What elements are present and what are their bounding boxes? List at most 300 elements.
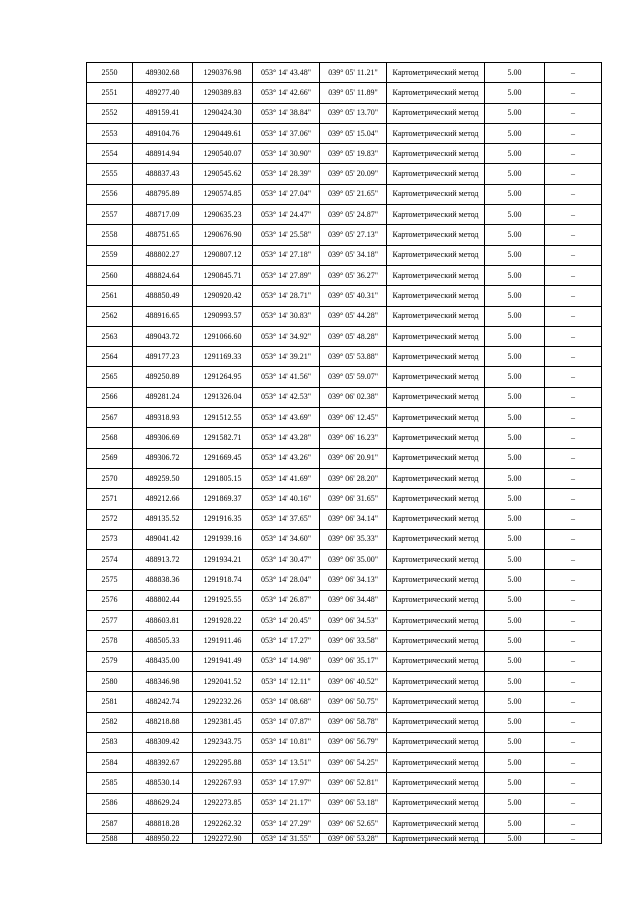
x-coordinate-cell: 488837.43 (133, 164, 193, 184)
latitude-cell: 053° 14' 40.16" (253, 489, 320, 509)
point-number-cell: 2561 (87, 286, 133, 306)
x-coordinate-cell: 489318.93 (133, 408, 193, 428)
latitude-cell: 053° 14' 08.68" (253, 692, 320, 712)
method-cell (387, 387, 485, 407)
point-number-cell: 2575 (87, 570, 133, 590)
x-coordinate-cell: 489302.68 (133, 63, 193, 83)
method-cell (387, 529, 485, 549)
latitude-cell: 053° 14' 13.51" (253, 753, 320, 773)
note-cell: – (545, 732, 602, 752)
longitude-cell: 039° 05' 20.09" (320, 164, 387, 184)
y-coordinate-cell: 1291805.15 (193, 468, 253, 488)
longitude-cell: 039° 06' 31.65" (320, 489, 387, 509)
method-cell (387, 712, 485, 732)
point-number-cell: 2576 (87, 590, 133, 610)
accuracy-cell: 5.00 (485, 286, 545, 306)
point-number-cell: 2573 (87, 529, 133, 549)
note-cell: – (545, 813, 602, 833)
x-coordinate-cell: 489177.23 (133, 347, 193, 367)
method-cell (387, 245, 485, 265)
longitude-cell: 039° 06' 35.17" (320, 651, 387, 671)
note-cell: – (545, 103, 602, 123)
note-cell: – (545, 631, 602, 651)
latitude-cell: 053° 14' 28.71" (253, 286, 320, 306)
y-coordinate-cell: 1292381.45 (193, 712, 253, 732)
accuracy-cell: 5.00 (485, 225, 545, 245)
y-coordinate-cell: 1290574.85 (193, 184, 253, 204)
note-cell: – (545, 245, 602, 265)
longitude-cell: 039° 05' 36.27" (320, 265, 387, 285)
latitude-cell: 053° 14' 30.83" (253, 306, 320, 326)
method-cell (387, 651, 485, 671)
point-number-cell: 2558 (87, 225, 133, 245)
method-cell (387, 63, 485, 83)
y-coordinate-cell: 1291582.71 (193, 428, 253, 448)
y-coordinate-cell: 1291512.55 (193, 408, 253, 428)
longitude-cell: 039° 06' 52.81" (320, 773, 387, 793)
note-cell: – (545, 387, 602, 407)
latitude-cell: 053° 14' 37.65" (253, 509, 320, 529)
table-row (87, 408, 602, 428)
x-coordinate-cell: 488795.89 (133, 184, 193, 204)
note-cell: – (545, 408, 602, 428)
point-number-cell: 2551 (87, 83, 133, 103)
x-coordinate-cell: 488838.36 (133, 570, 193, 590)
table-row (87, 590, 602, 610)
latitude-cell: 053° 14' 41.69" (253, 468, 320, 488)
accuracy-cell: 5.00 (485, 611, 545, 631)
longitude-cell: 039° 06' 50.75" (320, 692, 387, 712)
latitude-cell: 053° 14' 42.53" (253, 387, 320, 407)
point-number-cell: 2553 (87, 123, 133, 143)
table-row (87, 103, 602, 123)
longitude-cell: 039° 06' 54.25" (320, 753, 387, 773)
latitude-cell: 053° 14' 43.48" (253, 63, 320, 83)
x-coordinate-cell: 489041.42 (133, 529, 193, 549)
y-coordinate-cell: 1292267.93 (193, 773, 253, 793)
y-coordinate-cell: 1290449.61 (193, 123, 253, 143)
note-cell: – (545, 753, 602, 773)
x-coordinate-cell: 489159.41 (133, 103, 193, 123)
note-cell: – (545, 265, 602, 285)
latitude-cell: 053° 14' 17.97" (253, 773, 320, 793)
method-label: Картометрический метод (392, 798, 479, 808)
method-cell (387, 671, 485, 691)
note-cell: – (545, 489, 602, 509)
method-label: Картометрический метод (392, 696, 479, 706)
accuracy-cell: 5.00 (485, 468, 545, 488)
note-cell: – (545, 306, 602, 326)
longitude-cell: 039° 05' 11.89" (320, 83, 387, 103)
accuracy-cell: 5.00 (485, 103, 545, 123)
latitude-cell: 053° 14' 41.56" (253, 367, 320, 387)
point-number-cell: 2552 (87, 103, 133, 123)
point-number-cell: 2555 (87, 164, 133, 184)
table-row (87, 732, 602, 752)
note-cell: – (545, 144, 602, 164)
accuracy-cell: 5.00 (485, 671, 545, 691)
method-label: Картометрический метод (392, 311, 479, 321)
y-coordinate-cell: 1291941.49 (193, 651, 253, 671)
note-cell: – (545, 611, 602, 631)
coordinates-table (86, 62, 602, 844)
y-coordinate-cell: 1290540.07 (193, 144, 253, 164)
method-label: Картометрический метод (392, 372, 479, 382)
y-coordinate-cell: 1292343.75 (193, 732, 253, 752)
point-number-cell: 2580 (87, 671, 133, 691)
accuracy-cell: 5.00 (485, 489, 545, 509)
table-row (87, 387, 602, 407)
latitude-cell: 053° 14' 43.26" (253, 448, 320, 468)
note-cell: – (545, 590, 602, 610)
y-coordinate-cell: 1291928.22 (193, 611, 253, 631)
table-row (87, 83, 602, 103)
longitude-cell: 039° 06' 16.23" (320, 428, 387, 448)
note-cell: – (545, 326, 602, 346)
point-number-cell: 2565 (87, 367, 133, 387)
x-coordinate-cell: 489043.72 (133, 326, 193, 346)
accuracy-cell: 5.00 (485, 529, 545, 549)
method-cell (387, 103, 485, 123)
method-cell (387, 773, 485, 793)
x-coordinate-cell: 488242.74 (133, 692, 193, 712)
note-cell: – (545, 570, 602, 590)
method-label: Картометрический метод (392, 473, 479, 483)
x-coordinate-cell: 488435.00 (133, 651, 193, 671)
method-label: Картометрический метод (392, 87, 479, 97)
accuracy-cell: 5.00 (485, 793, 545, 813)
latitude-cell: 053° 14' 14.98" (253, 651, 320, 671)
y-coordinate-cell: 1290376.98 (193, 63, 253, 83)
x-coordinate-cell: 488850.49 (133, 286, 193, 306)
accuracy-cell: 5.00 (485, 834, 545, 844)
table-body (87, 63, 602, 844)
longitude-cell: 039° 05' 11.21" (320, 63, 387, 83)
method-label: Картометрический метод (392, 737, 479, 747)
method-label: Картометрический метод (392, 676, 479, 686)
method-label: Картометрический метод (392, 351, 479, 361)
accuracy-cell: 5.00 (485, 123, 545, 143)
longitude-cell: 039° 06' 33.58" (320, 631, 387, 651)
method-cell (387, 570, 485, 590)
table-row (87, 326, 602, 346)
x-coordinate-cell: 488802.44 (133, 590, 193, 610)
x-coordinate-cell: 489281.24 (133, 387, 193, 407)
longitude-cell: 039° 06' 52.65" (320, 813, 387, 833)
table-row (87, 611, 602, 631)
y-coordinate-cell: 1290807.12 (193, 245, 253, 265)
accuracy-cell: 5.00 (485, 732, 545, 752)
latitude-cell: 053° 14' 24.47" (253, 205, 320, 225)
longitude-cell: 039° 06' 35.00" (320, 550, 387, 570)
longitude-cell: 039° 06' 34.48" (320, 590, 387, 610)
latitude-cell: 053° 14' 07.87" (253, 712, 320, 732)
accuracy-cell: 5.00 (485, 550, 545, 570)
accuracy-cell: 5.00 (485, 347, 545, 367)
table-row (87, 164, 602, 184)
table-row (87, 468, 602, 488)
latitude-cell: 053° 14' 30.47" (253, 550, 320, 570)
y-coordinate-cell: 1290920.42 (193, 286, 253, 306)
table-row (87, 225, 602, 245)
table-row (87, 184, 602, 204)
method-cell (387, 144, 485, 164)
table-row (87, 245, 602, 265)
method-cell (387, 347, 485, 367)
y-coordinate-cell: 1290389.83 (193, 83, 253, 103)
table-row (87, 489, 602, 509)
accuracy-cell: 5.00 (485, 164, 545, 184)
accuracy-cell: 5.00 (485, 448, 545, 468)
x-coordinate-cell: 488629.24 (133, 793, 193, 813)
method-cell (387, 428, 485, 448)
point-number-cell: 2554 (87, 144, 133, 164)
x-coordinate-cell: 488916.65 (133, 306, 193, 326)
point-number-cell: 2577 (87, 611, 133, 631)
method-cell (387, 83, 485, 103)
table-row (87, 550, 602, 570)
x-coordinate-cell: 489259.50 (133, 468, 193, 488)
longitude-cell: 039° 05' 27.13" (320, 225, 387, 245)
x-coordinate-cell: 488818.28 (133, 813, 193, 833)
method-cell (387, 306, 485, 326)
longitude-cell: 039° 06' 34.14" (320, 509, 387, 529)
x-coordinate-cell: 489250.89 (133, 367, 193, 387)
longitude-cell: 039° 06' 40.52" (320, 671, 387, 691)
method-cell (387, 468, 485, 488)
longitude-cell: 039° 06' 12.45" (320, 408, 387, 428)
accuracy-cell: 5.00 (485, 570, 545, 590)
longitude-cell: 039° 06' 53.28" (320, 834, 387, 844)
table-row (87, 753, 602, 773)
point-number-cell: 2574 (87, 550, 133, 570)
accuracy-cell: 5.00 (485, 692, 545, 712)
table-row (87, 144, 602, 164)
y-coordinate-cell: 1292273.85 (193, 793, 253, 813)
note-cell: – (545, 671, 602, 691)
longitude-cell: 039° 05' 15.04" (320, 123, 387, 143)
y-coordinate-cell: 1290845.71 (193, 265, 253, 285)
note-cell: – (545, 448, 602, 468)
method-label: Картометрический метод (392, 128, 479, 138)
method-label: Картометрический метод (392, 778, 479, 788)
y-coordinate-cell: 1292262.32 (193, 813, 253, 833)
method-cell (387, 265, 485, 285)
method-cell (387, 408, 485, 428)
point-number-cell: 2581 (87, 692, 133, 712)
table-row (87, 347, 602, 367)
y-coordinate-cell: 1290424.30 (193, 103, 253, 123)
method-cell (387, 326, 485, 346)
note-cell: – (545, 834, 602, 844)
table-row (87, 428, 602, 448)
y-coordinate-cell: 1290635.23 (193, 205, 253, 225)
y-coordinate-cell: 1291934.21 (193, 550, 253, 570)
note-cell: – (545, 712, 602, 732)
x-coordinate-cell: 489135.52 (133, 509, 193, 529)
x-coordinate-cell: 488505.33 (133, 631, 193, 651)
method-cell (387, 793, 485, 813)
latitude-cell: 053° 14' 42.66" (253, 83, 320, 103)
latitude-cell: 053° 14' 27.18" (253, 245, 320, 265)
longitude-cell: 039° 06' 34.13" (320, 570, 387, 590)
table-row (87, 286, 602, 306)
method-cell (387, 123, 485, 143)
latitude-cell: 053° 14' 31.55" (253, 834, 320, 844)
y-coordinate-cell: 1291264.95 (193, 367, 253, 387)
method-label: Картометрический метод (392, 189, 479, 199)
table-row (87, 367, 602, 387)
y-coordinate-cell: 1291916.35 (193, 509, 253, 529)
method-cell (387, 509, 485, 529)
point-number-cell: 2584 (87, 753, 133, 773)
point-number-cell: 2566 (87, 387, 133, 407)
table-row (87, 570, 602, 590)
longitude-cell: 039° 05' 19.83" (320, 144, 387, 164)
table-row (87, 631, 602, 651)
accuracy-cell: 5.00 (485, 205, 545, 225)
y-coordinate-cell: 1291918.74 (193, 570, 253, 590)
accuracy-cell: 5.00 (485, 428, 545, 448)
point-number-cell: 2587 (87, 813, 133, 833)
y-coordinate-cell: 1291939.16 (193, 529, 253, 549)
note-cell: – (545, 286, 602, 306)
point-number-cell: 2585 (87, 773, 133, 793)
point-number-cell: 2571 (87, 489, 133, 509)
method-cell (387, 631, 485, 651)
y-coordinate-cell: 1291869.37 (193, 489, 253, 509)
method-cell (387, 732, 485, 752)
latitude-cell: 053° 14' 26.87" (253, 590, 320, 610)
note-cell: – (545, 468, 602, 488)
table-row (87, 813, 602, 833)
table-row (87, 651, 602, 671)
method-label: Картометрический метод (392, 595, 479, 605)
longitude-cell: 039° 06' 56.79" (320, 732, 387, 752)
method-label: Картометрический метод (392, 230, 479, 240)
accuracy-cell: 5.00 (485, 387, 545, 407)
table-row (87, 509, 602, 529)
method-cell (387, 753, 485, 773)
accuracy-cell: 5.00 (485, 631, 545, 651)
method-cell (387, 489, 485, 509)
method-label: Картометрический метод (392, 453, 479, 463)
x-coordinate-cell: 489212.66 (133, 489, 193, 509)
note-cell: – (545, 205, 602, 225)
method-label: Картометрический метод (392, 67, 479, 77)
x-coordinate-cell: 489306.69 (133, 428, 193, 448)
longitude-cell: 039° 06' 34.53" (320, 611, 387, 631)
latitude-cell: 053° 14' 34.60" (253, 529, 320, 549)
latitude-cell: 053° 14' 10.81" (253, 732, 320, 752)
table-row (87, 834, 602, 844)
point-number-cell: 2582 (87, 712, 133, 732)
longitude-cell: 039° 06' 02.38" (320, 387, 387, 407)
latitude-cell: 053° 14' 38.84" (253, 103, 320, 123)
point-number-cell: 2560 (87, 265, 133, 285)
note-cell: – (545, 225, 602, 245)
latitude-cell: 053° 14' 27.04" (253, 184, 320, 204)
note-cell: – (545, 63, 602, 83)
note-cell: – (545, 367, 602, 387)
table-row (87, 205, 602, 225)
method-label: Картометрический метод (392, 250, 479, 260)
method-label: Картометрический метод (392, 575, 479, 585)
accuracy-cell: 5.00 (485, 773, 545, 793)
accuracy-cell: 5.00 (485, 184, 545, 204)
table-row (87, 123, 602, 143)
point-number-cell: 2567 (87, 408, 133, 428)
latitude-cell: 053° 14' 28.04" (253, 570, 320, 590)
x-coordinate-cell: 488824.64 (133, 265, 193, 285)
latitude-cell: 053° 14' 17.27" (253, 631, 320, 651)
accuracy-cell: 5.00 (485, 245, 545, 265)
longitude-cell: 039° 05' 21.65" (320, 184, 387, 204)
x-coordinate-cell: 489306.72 (133, 448, 193, 468)
method-cell (387, 813, 485, 833)
y-coordinate-cell: 1292295.88 (193, 753, 253, 773)
x-coordinate-cell: 488802.27 (133, 245, 193, 265)
method-label: Картометрический метод (392, 818, 479, 828)
method-cell (387, 692, 485, 712)
accuracy-cell: 5.00 (485, 367, 545, 387)
method-cell (387, 834, 485, 844)
longitude-cell: 039° 05' 59.07" (320, 367, 387, 387)
note-cell: – (545, 692, 602, 712)
method-label: Картометрический метод (392, 534, 479, 544)
method-label: Картометрический метод (392, 270, 479, 280)
longitude-cell: 039° 05' 48.28" (320, 326, 387, 346)
latitude-cell: 053° 14' 12.11" (253, 671, 320, 691)
accuracy-cell: 5.00 (485, 651, 545, 671)
y-coordinate-cell: 1290676.90 (193, 225, 253, 245)
point-number-cell: 2562 (87, 306, 133, 326)
longitude-cell: 039° 06' 53.18" (320, 793, 387, 813)
point-number-cell: 2578 (87, 631, 133, 651)
note-cell: – (545, 529, 602, 549)
point-number-cell: 2556 (87, 184, 133, 204)
note-cell: – (545, 651, 602, 671)
point-number-cell: 2563 (87, 326, 133, 346)
longitude-cell: 039° 05' 44.28" (320, 306, 387, 326)
latitude-cell: 053° 14' 37.06" (253, 123, 320, 143)
method-label: Картометрический метод (392, 331, 479, 341)
accuracy-cell: 5.00 (485, 753, 545, 773)
method-cell (387, 225, 485, 245)
method-label: Картометрический метод (392, 717, 479, 727)
method-label: Картометрический метод (392, 493, 479, 503)
accuracy-cell: 5.00 (485, 63, 545, 83)
table-row (87, 529, 602, 549)
longitude-cell: 039° 06' 28.20" (320, 468, 387, 488)
y-coordinate-cell: 1291911.46 (193, 631, 253, 651)
method-cell (387, 611, 485, 631)
point-number-cell: 2588 (87, 834, 133, 844)
y-coordinate-cell: 1291669.45 (193, 448, 253, 468)
method-label: Картометрический метод (392, 554, 479, 564)
latitude-cell: 053° 14' 28.39" (253, 164, 320, 184)
note-cell: – (545, 428, 602, 448)
latitude-cell: 053° 14' 27.29" (253, 813, 320, 833)
accuracy-cell: 5.00 (485, 326, 545, 346)
latitude-cell: 053° 14' 39.21" (253, 347, 320, 367)
method-cell (387, 550, 485, 570)
x-coordinate-cell: 489277.40 (133, 83, 193, 103)
y-coordinate-cell: 1291066.60 (193, 326, 253, 346)
method-label: Картометрический метод (392, 290, 479, 300)
note-cell: – (545, 347, 602, 367)
method-label: Картометрический метод (392, 108, 479, 118)
